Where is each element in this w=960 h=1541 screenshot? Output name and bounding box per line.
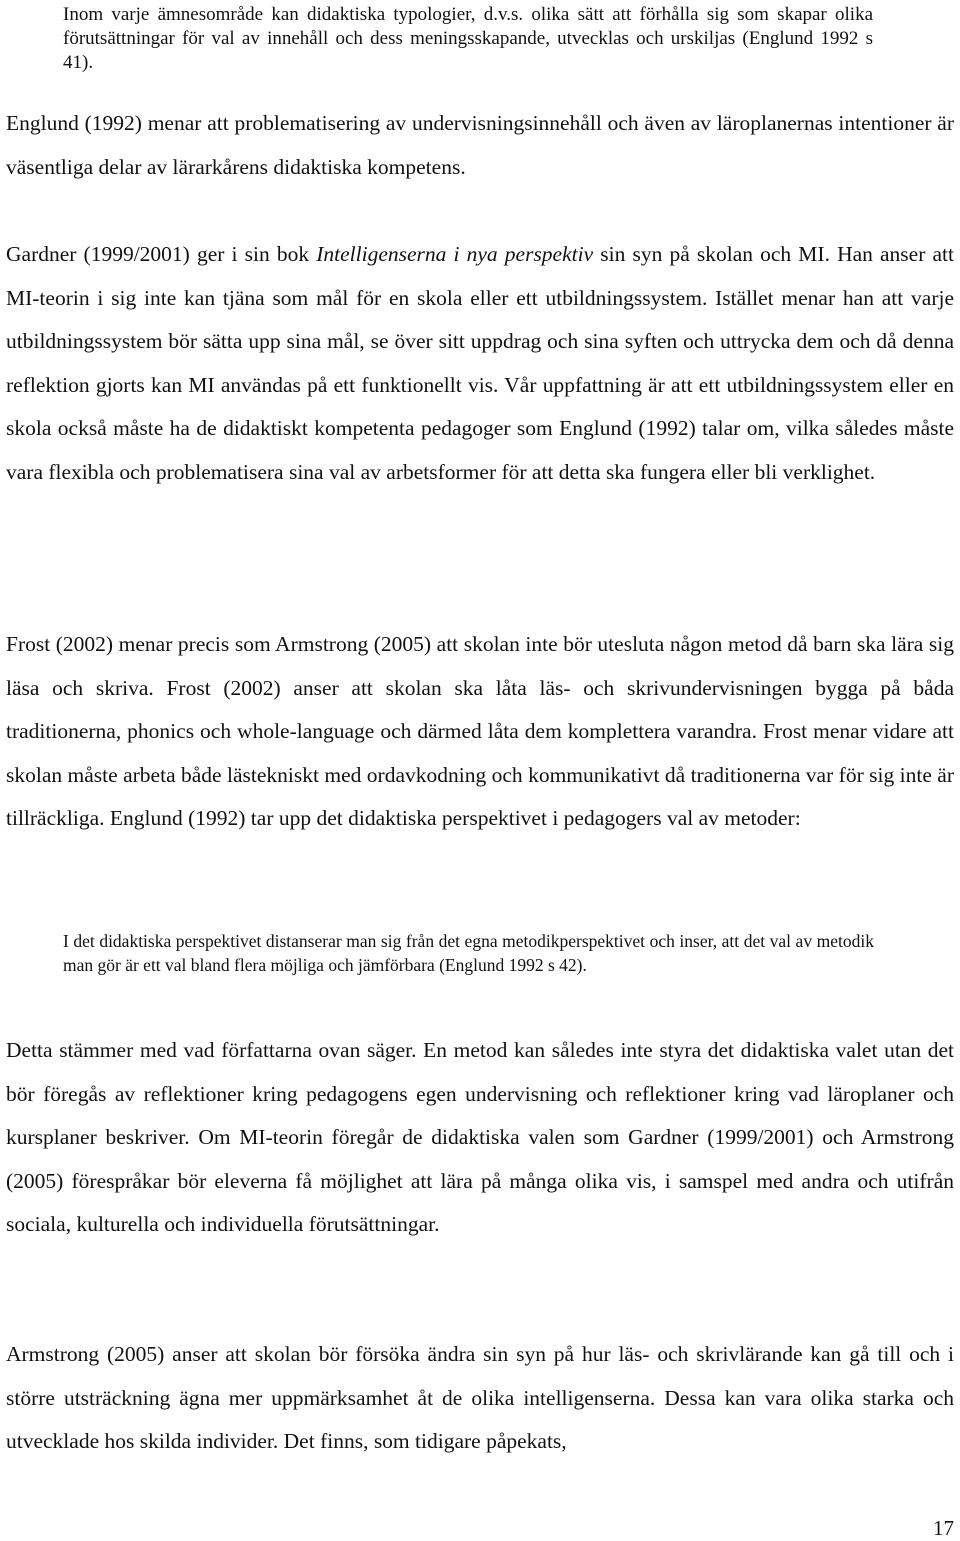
paragraph-frost: Frost (2002) menar precis som Armstrong (2005) att skolan inte bör utesluta någon metod då barn ska lära sig läsa och skriva. Frost (2002) anser att skolan ska låta läs- och skrivundervisningen bygga på båda traditionerna, phonics och whole-language och därmed låta dem komplettera varandra. Frost menar vidare att skolan måste arbeta både lästekniskt med ordavkodning och kommunikativt då traditionerna var för sig inte är tillräckliga. Englund (1992) tar upp det didaktiska perspektivet i pedagogers val av metoder:	[6, 632, 954, 830]
paragraph-detta-stammer: Detta stämmer med vad författarna ovan säger. En metod kan således inte styra det didaktiska valet utan det bör föregås av reflektioner kring pedagogens egen undervisning och reflektioner kring vad läroplaner och kursplaner beskriver. Om MI-teorin föregår de didaktiska valen som Gardner (1999/2001) och Armstrong (2005) förespråkar bör eleverna få möjlighet att lära på många olika vis, i samspel med andra och utifrån sociala, kulturella och individuella förutsättningar.	[6, 1038, 954, 1236]
paragraph-gardner-start: Gardner (1999/2001) ger i sin bok	[6, 242, 317, 266]
page-number: 17	[933, 1516, 954, 1540]
paragraph-englund-problematisering: Englund (1992) menar att problematisering av undervisningsinnehåll och även av läroplanernas intentioner är väsentliga delar av lärarkårens didaktiska kompetens.	[6, 111, 954, 179]
book-title: Intelligenserna i nya perspektiv	[316, 242, 594, 266]
paragraph-gardner-rest: sin syn på skolan och MI. Han anser att MI-teorin i sig inte kan tjäna som mål för en skola eller ett utbildningssystem. Istället menar han att varje utbildningssystem bör sätta upp sina mål, se över sitt uppdrag och sina syften och uttrycka dem och då denna reflektion gjorts kan MI användas på ett funktionellt vis. Vår uppfattning är att ett utbildningssystem eller en skola också måste ha de didaktiskt kompetenta pedagoger som Englund (1992) talar om, vilka således måste vara flexibla och problematisera sina val av arbetsformer för att detta ska fungera eller bli verklighet.	[6, 242, 954, 484]
quote-continuation: Inom varje ämnesområde kan didaktiska typologier, d.v.s. olika sätt att förhålla sig som skapar olika förutsättningar för val av innehåll och dess meningsskapande, utvecklas och urskiljas (Englund 1992 s 41).	[63, 4, 873, 73]
block-quote: I det didaktiska perspektivet distanserar man sig från det egna metodikperspektivet och inser, att det val av metodik man gör är ett val bland flera möjliga och jämförbara (Englund 1992 s 42).	[63, 931, 874, 975]
paragraph-armstrong: Armstrong (2005) anser att skolan bör försöka ändra sin syn på hur läs- och skrivlärande kan gå till och i större utsträckning ägna mer uppmärksamhet åt de olika intelligenserna. Dessa kan vara olika starka och utvecklade hos skilda individer. Det finns, som tidigare påpekats,	[6, 1342, 954, 1453]
paragraph-gardner	[6, 233, 954, 494]
